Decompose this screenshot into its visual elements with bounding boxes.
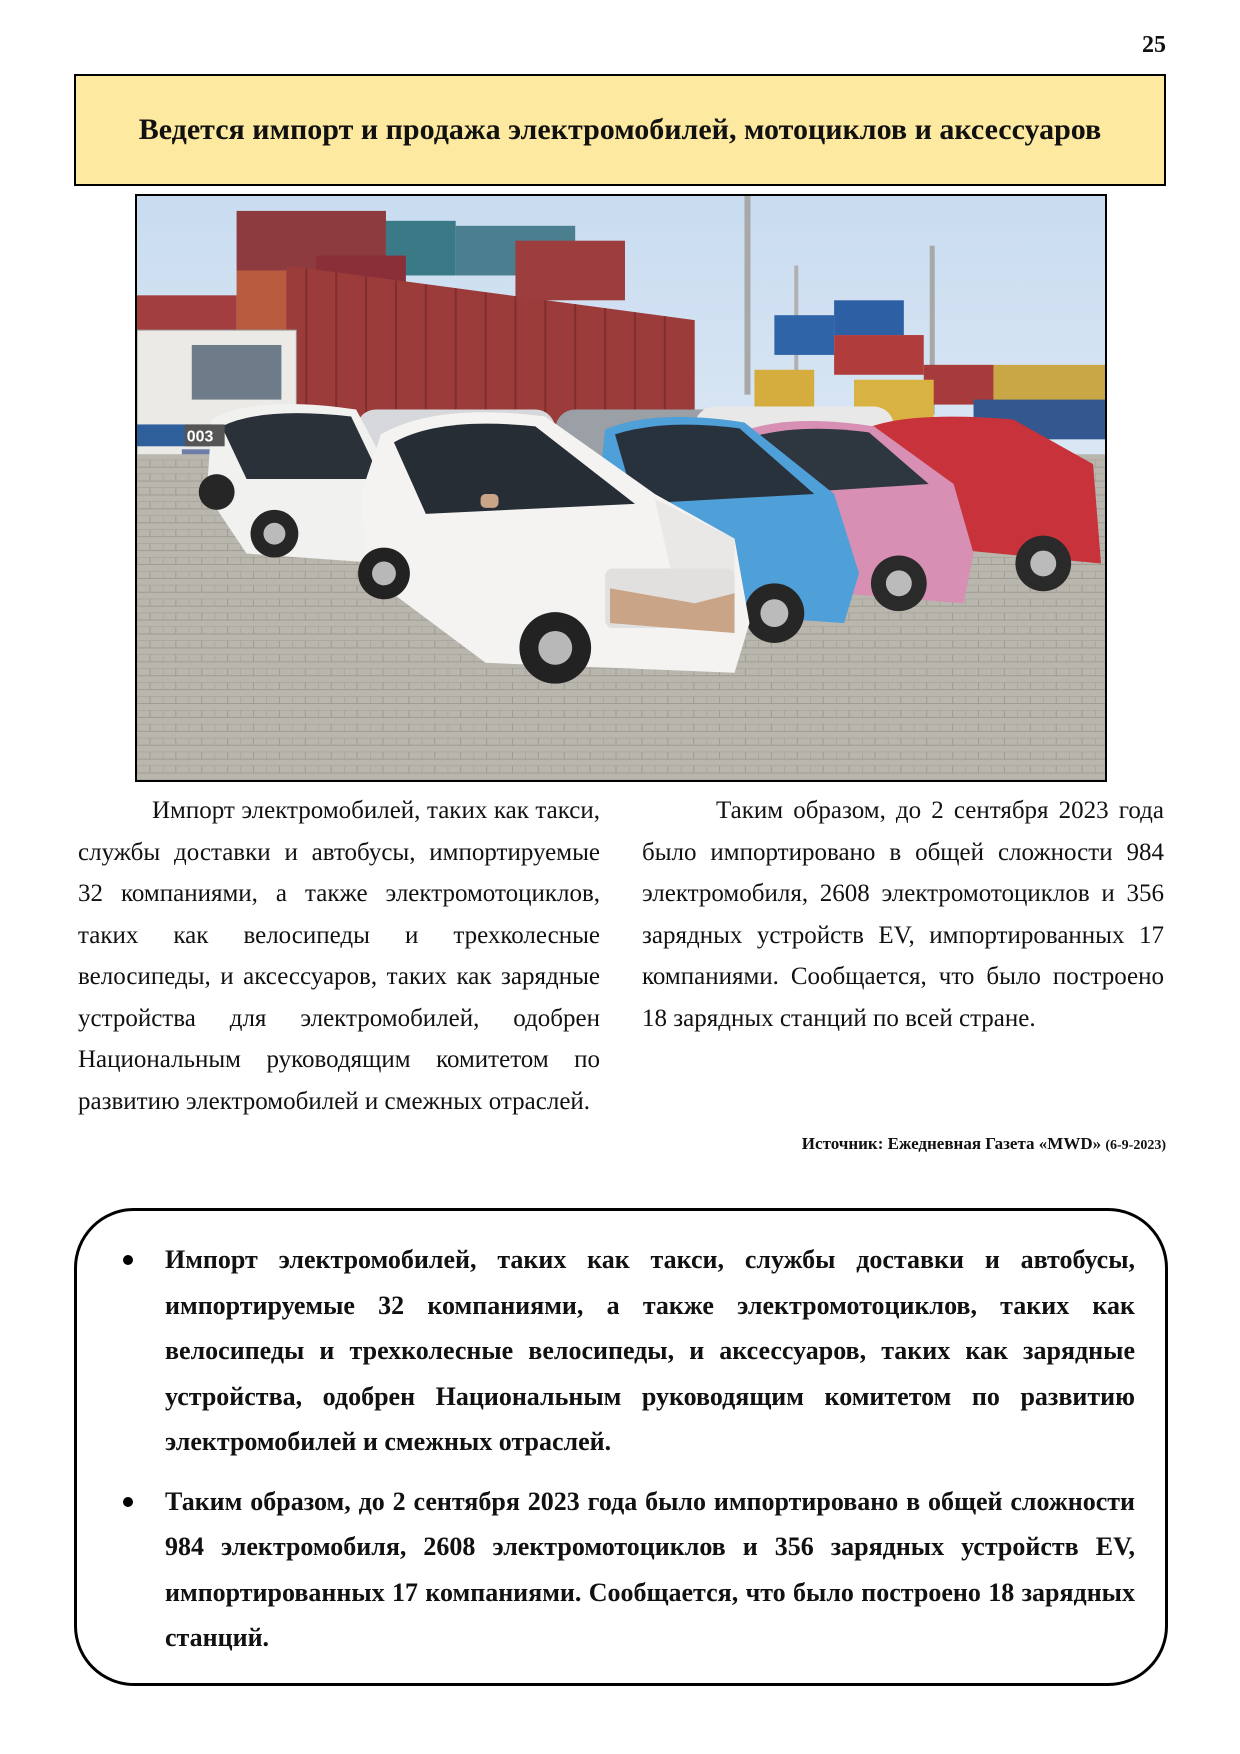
article-photo: [135, 194, 1107, 782]
title-banner: [74, 74, 1166, 186]
source-date: (6-9-2023): [1105, 1138, 1166, 1153]
article-paragraph: Таким образом, до 2 сентября 2023 года было импортировано в общей сложности 984 электромобиля, 2608 электромотоциклов и 356 зарядных устройств EV, импортированных 17 компаниями. Сообщается, что было построено 18 зарядных станций по всей стране.: [642, 797, 1164, 1032]
summary-item: [165, 1237, 1135, 1465]
summary-item-text: Таким образом, до 2 сентября 2023 года было импортировано в общей сложности 984 электромобиля, 2608 электромотоциклов и 356 зарядных устройств EV, импортированных 17 компаниями. Сообщается, что было построено 18 зарядных станций.: [165, 1486, 1135, 1652]
source-citation: [802, 1134, 1166, 1154]
summary-list: [99, 1237, 1135, 1661]
article-right-column: [642, 790, 1164, 1039]
truck-plate-text: 003: [186, 428, 214, 446]
article-paragraph: Импорт электромобилей, таких как такси, службы доставки и автобусы, импортируемые 32 компаниями, а также электромотоциклов, таких как велосипеды и трехколесные велосипеды, и аксессуаров, таких как зарядные устройства для электромобилей, одобрен Национальным руководящим комитетом по развитию электромобилей и смежных отраслей.: [78, 797, 600, 1115]
page-number: 25: [1142, 32, 1166, 58]
summary-item-text: Импорт электромобилей, таких как такси, службы доставки и автобусы, импортируемые 32 компаниями, а также электромотоциклов, таких как велосипеды и трехколесные велосипеды, и аксессуаров, таких как зарядные устройства, одобрен Национальным руководящим комитетом по развитию электромобилей и смежных отраслей.: [165, 1245, 1135, 1456]
summary-box: [74, 1208, 1168, 1686]
summary-item: [165, 1479, 1135, 1661]
bullet-icon: [123, 1497, 133, 1507]
page-title: Ведется импорт и продажа электромобилей, мотоциклов и аксессуаров: [138, 113, 1102, 146]
source-label: Источник: Ежедневная Газета «MWD»: [801, 1134, 1102, 1153]
article-left-column: [78, 790, 600, 1122]
bullet-icon: [123, 1255, 133, 1265]
port-cars-illustration: [137, 196, 1105, 780]
